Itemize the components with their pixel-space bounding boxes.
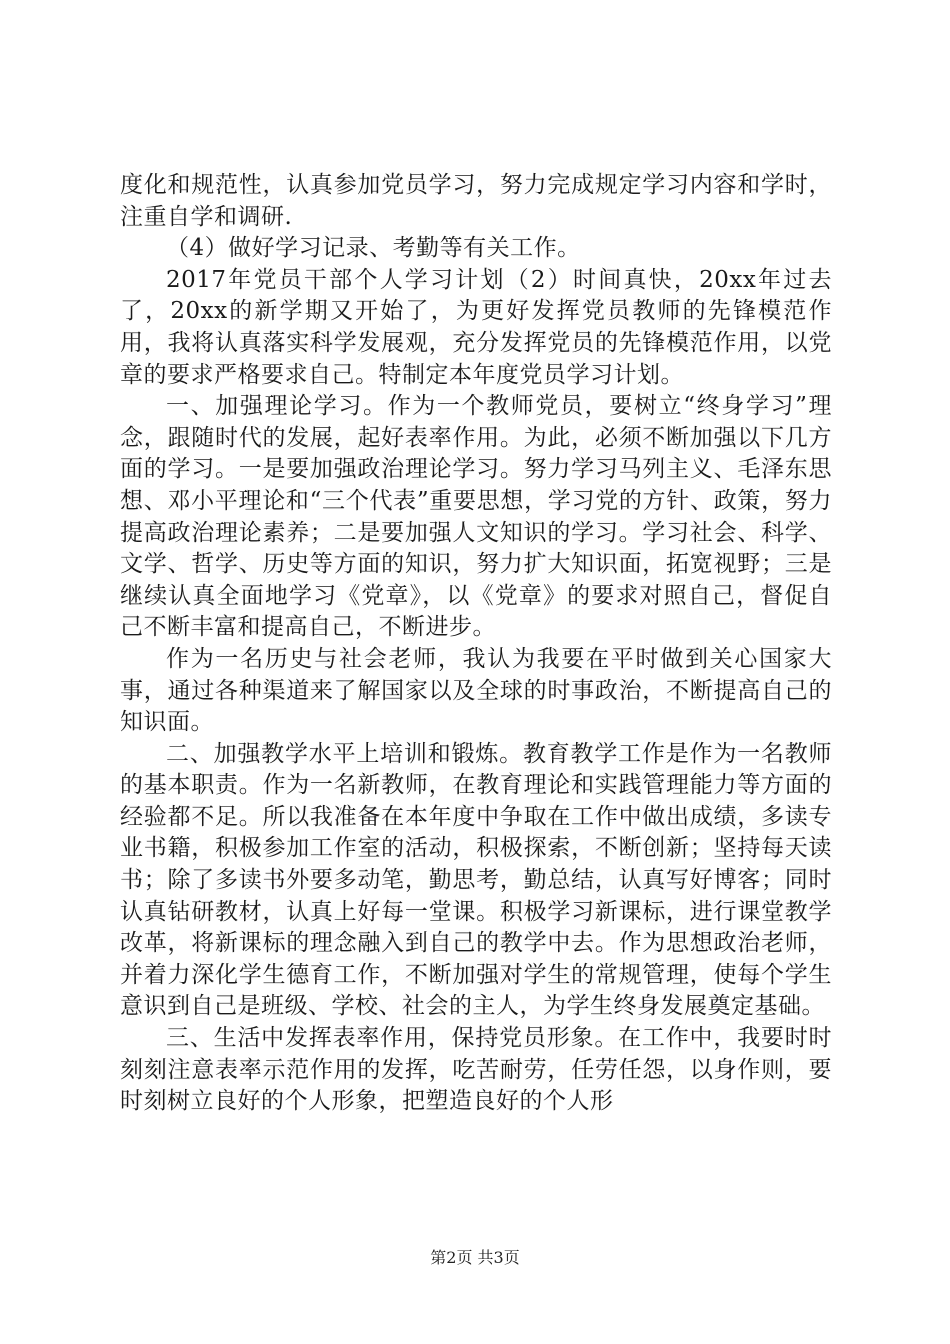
paragraph: （4）做好学习记录、考勤等有关工作。 xyxy=(166,235,581,262)
paragraph: 一、加强理论学习。作为一个教师党员，要树立“终身学习”理念，跟随时代的发展，起好表率作用。为此，必须不断加强以下几方面的学习。一是要加强政治理论学习。努力学习马列主义、毛泽东思想、邓小平理论和“三个代表”重要思想，学习党的方针、政策，努力提高政治理论素养；二是要加强人文知识的学习。学习社会、科学、文学、哲学、历史等方面的知识，努力扩大知识面，拓宽视野；三是继续认真全面地学习《党章》，以《党章》的要求对照自己，督促自己不断丰富和提高自己，不断进步。 xyxy=(120,393,832,641)
paragraph: 2017年党员干部个人学习计划（2）时间真快，20xx年过去了，20xx的新学期又开始了，为更好发挥党员教师的先锋模范作用，我将认真落实科学发展观，充分发挥党员的先锋模范作用，以党章的要求严格要求自己。特制定本年度党员学习计划。 xyxy=(120,266,832,388)
paragraph: 三、生活中发挥表率作用，保持党员形象。在工作中，我要时时刻刻注意表率示范作用的发挥，吃苦耐劳，任劳任怨，以身作则，要时刻树立良好的个人形象，把塑造良好的个人形 xyxy=(120,1025,832,1115)
page-number-footer: 第2页 共3页 xyxy=(430,1248,520,1267)
paragraph: 作为一名历史与社会老师，我认为我要在平时做到关心国家大事，通过各种渠道来了解国家以及全球的时事政治，不断提高自己的知识面。 xyxy=(120,645,832,736)
paragraph: 度化和规范性，认真参加党员学习，努力完成规定学习内容和学时，注重自学和调研. xyxy=(120,172,832,230)
paragraph: 二、加强教学水平上培训和锻炼。教育教学工作是作为一名教师的基本职责。作为一名新教师，在教育理论和实践管理能力等方面的经验都不足。所以我准备在本年度中争取在工作中做出成绩，多读专业书籍，积极参加工作室的活动，积极探索，不断创新；坚持每天读书；除了多读书外要多动笔，勤思考，勤总结，认真写好博客；同时认真钻研教材，认真上好每一堂课。积极学习新课标，进行课堂教学改革，将新课标的理念融入到自己的教学中去。作为思想政治老师，并着力深化学生德育工作，不断加强对学生的常规管理，使每个学生意识到自己是班级、学校、社会的主人，为学生终身发展奠定基础。 xyxy=(120,740,832,1020)
document-body xyxy=(120,170,832,1118)
